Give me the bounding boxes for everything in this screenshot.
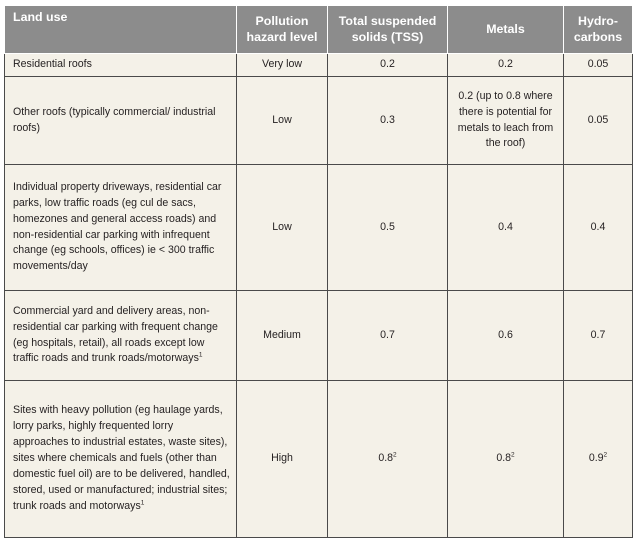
land-use-text: Sites with heavy pollution (eg haulage yards, lorry parks, highly frequented lorry approaches to industrial estates, waste sites), sites where chemicals and fuels (other than domestic fuel oil) are to be delivered, handled, stored, used or manufactured; industrial sites; trunk roads and motorways bbox=[13, 404, 230, 512]
metals-cell: 0.2 (up to 0.8 where there is potential for metals to leach from the roof) bbox=[448, 77, 564, 165]
table-row bbox=[5, 54, 633, 77]
header-hydrocarbons: Hydro-carbons bbox=[564, 6, 633, 54]
metals-cell: 0.4 bbox=[448, 165, 564, 291]
hydrocarbons-cell bbox=[564, 381, 633, 538]
header-pollution-hazard-level: Pollution hazard level bbox=[237, 6, 328, 54]
tss-cell bbox=[328, 381, 448, 538]
tss-value: 0.8 bbox=[378, 452, 394, 465]
pollution-hazard-table-frame bbox=[4, 5, 632, 537]
land-use-cell bbox=[5, 381, 237, 538]
land-use-cell bbox=[5, 291, 237, 381]
hydrocarbons-cell: 0.05 bbox=[564, 77, 633, 165]
tss-cell: 0.3 bbox=[328, 77, 448, 165]
table-row bbox=[5, 381, 633, 538]
footnote-marker: 1 bbox=[198, 351, 203, 359]
tss-cell: 0.2 bbox=[328, 54, 448, 77]
tss-cell: 0.7 bbox=[328, 291, 448, 381]
metals-cell: 0.6 bbox=[448, 291, 564, 381]
hazard-level-cell: Low bbox=[237, 77, 328, 165]
table-row bbox=[5, 77, 633, 165]
hazard-level-cell: Medium bbox=[237, 291, 328, 381]
tss-cell: 0.5 bbox=[328, 165, 448, 291]
pollution-hazard-table bbox=[4, 5, 633, 538]
hydrocarbons-cell: 0.05 bbox=[564, 54, 633, 77]
header-total-suspended-solids: Total suspended solids (TSS) bbox=[328, 6, 448, 54]
hydrocarbons-cell: 0.4 bbox=[564, 165, 633, 291]
land-use-cell: Individual property driveways, residential car parks, low traffic roads (eg cul de sacs, homezones and general access roads) and non-residential car parking with infrequent change (eg schools, offices) ie < 300 traffic movements/day bbox=[5, 165, 237, 291]
hazard-level-cell: High bbox=[237, 381, 328, 538]
header-land-use: Land use bbox=[5, 6, 237, 54]
hazard-level-cell: Very low bbox=[237, 54, 328, 77]
footnote-marker: 2 bbox=[393, 451, 397, 459]
land-use-cell: Residential roofs bbox=[5, 54, 237, 77]
hydrocarbons-cell: 0.7 bbox=[564, 291, 633, 381]
table-row bbox=[5, 165, 633, 291]
header-metals: Metals bbox=[448, 6, 564, 54]
metals-cell: 0.2 bbox=[448, 54, 564, 77]
footnote-marker: 2 bbox=[603, 451, 608, 459]
land-use-cell: Other roofs (typically commercial/ industrial roofs) bbox=[5, 77, 237, 165]
metals-value: 0.8 bbox=[496, 452, 512, 465]
land-use-text: Commercial yard and delivery areas, non-residential car parking with frequent change (eg hospitals, retail), all roads except low traffic roads and trunk roads/motorways bbox=[13, 304, 218, 365]
table-row bbox=[5, 291, 633, 381]
footnote-marker: 1 bbox=[140, 499, 145, 507]
header-row bbox=[5, 6, 633, 54]
hydrocarbons-value: 0.9 bbox=[588, 452, 604, 465]
hazard-level-cell: Low bbox=[237, 165, 328, 291]
metals-cell bbox=[448, 381, 564, 538]
footnote-marker: 2 bbox=[511, 451, 515, 459]
